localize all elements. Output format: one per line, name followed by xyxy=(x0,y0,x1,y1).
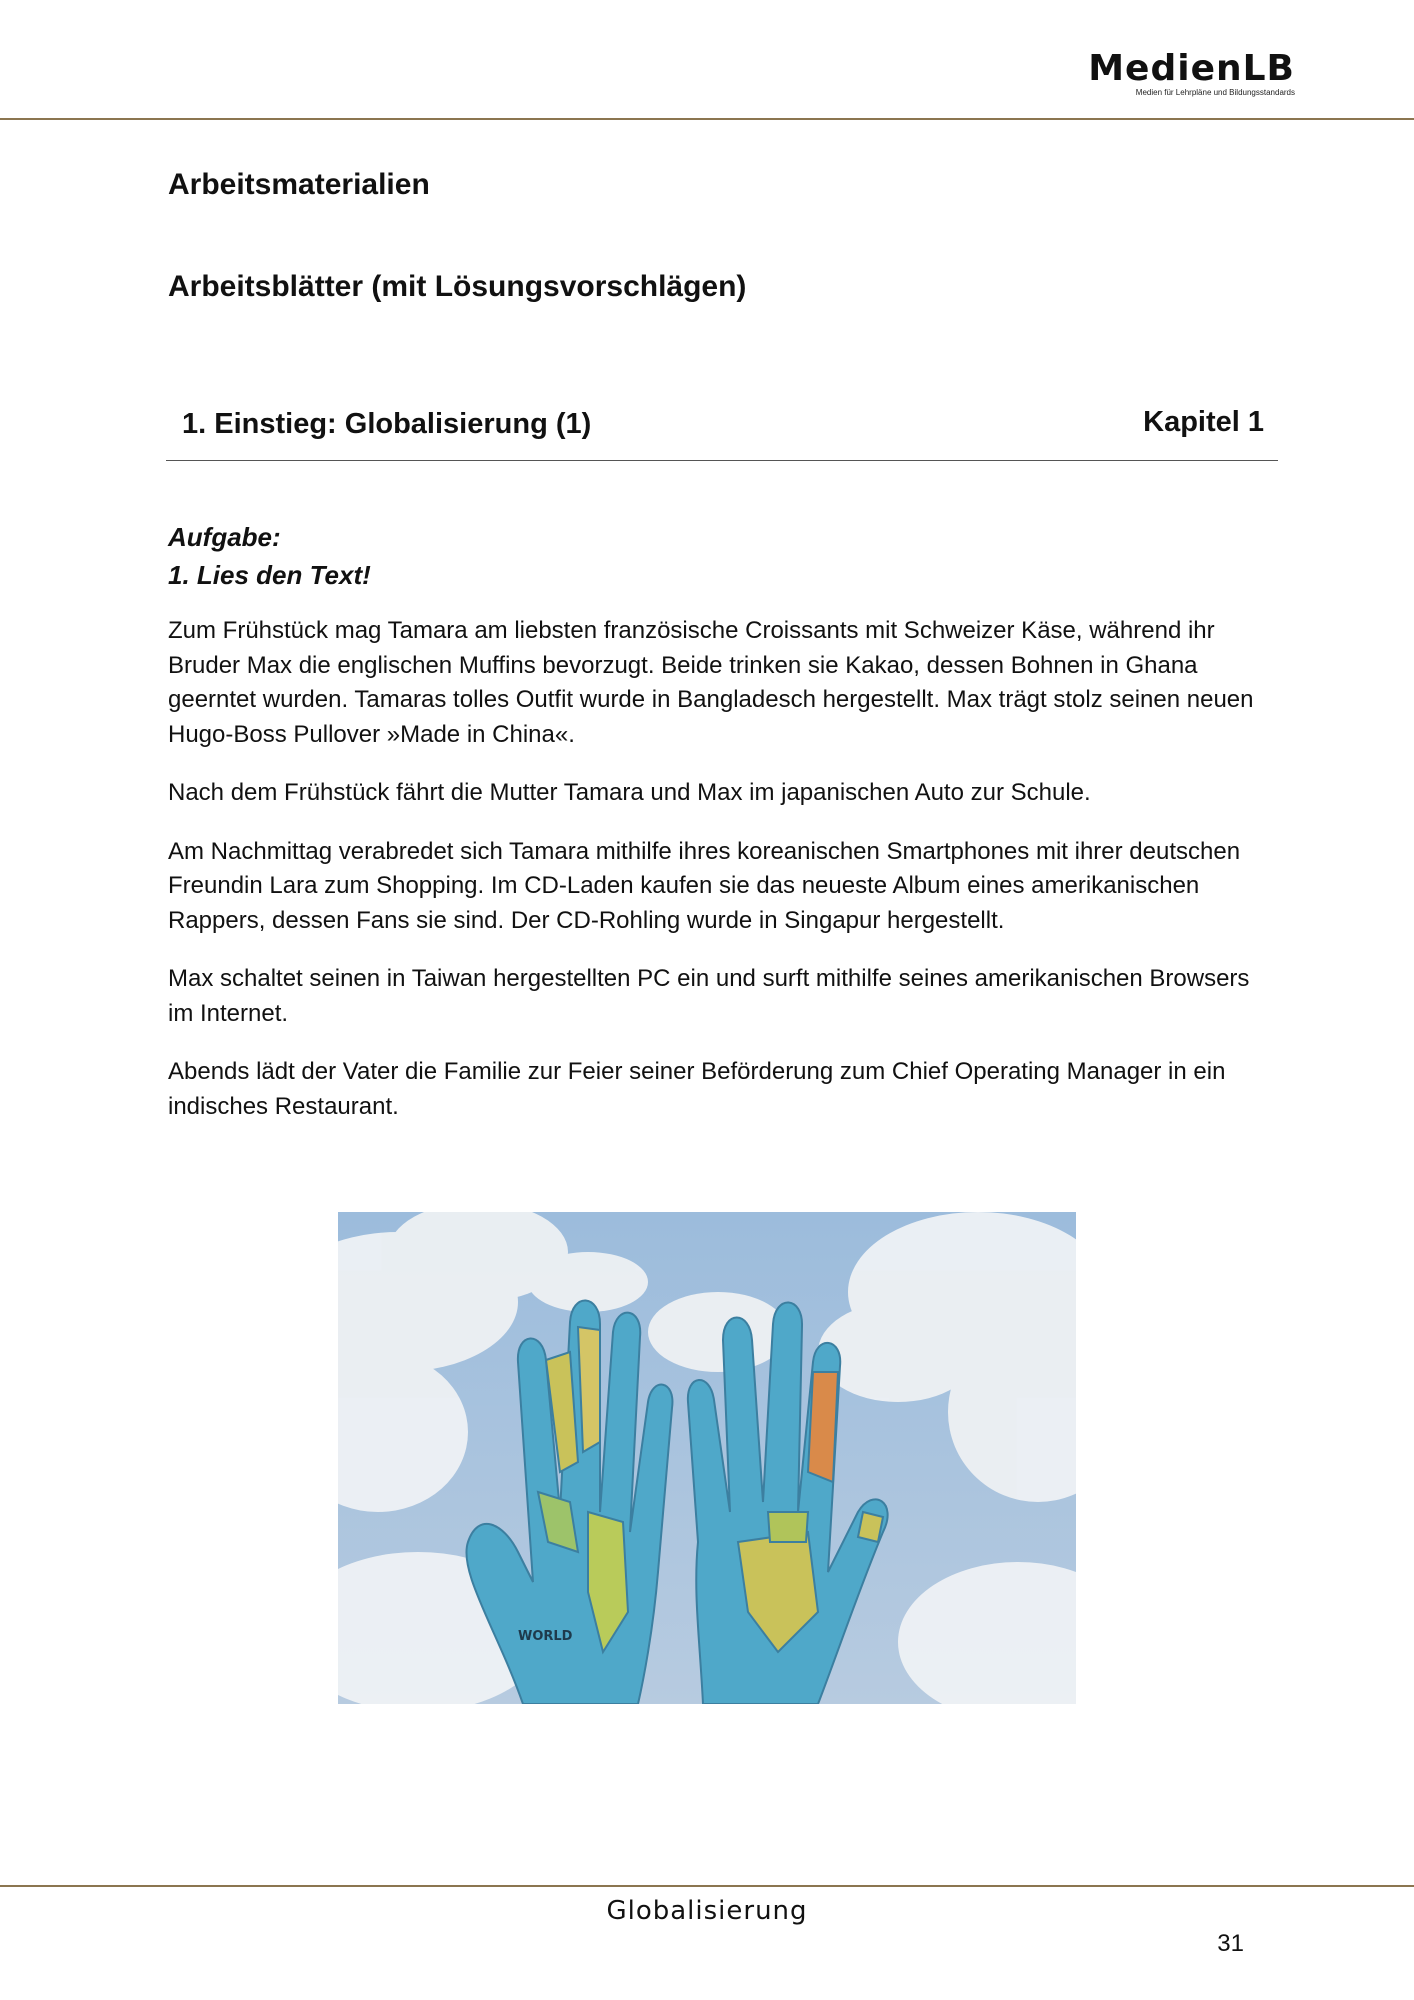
paragraph-afternoon: Am Nachmittag verabredet sich Tamara mithilfe ihres koreanischen Smartphones mit ihrer deutschen Freundin Lara zum Shopping. Im CD-Laden kaufen sie das neueste Album eines amerikanischen Rappers, dessen Fans sie sind. Der CD-Rohling wurde in Singapur hergestellt. xyxy=(168,837,1241,934)
reading-text xyxy=(168,614,1268,1148)
paragraph-school: Nach dem Frühstück fährt die Mutter Tamara und Max im japanischen Auto zur Schule. xyxy=(168,779,1091,806)
footer-divider xyxy=(0,1885,1414,1887)
section-heading-worksheets: Arbeitsblätter (mit Lösungsvorschlägen) xyxy=(168,270,747,303)
footer-title: Globalisierung xyxy=(606,1896,808,1926)
logo-text: MedienLB xyxy=(1088,48,1295,89)
task-block xyxy=(168,518,371,594)
section-heading-materials: Arbeitsmaterialien xyxy=(168,168,430,201)
painted-word: WORLD xyxy=(518,1629,573,1644)
task-label: Aufgabe: xyxy=(168,522,281,552)
world-map-hands-photo xyxy=(338,1212,1076,1704)
paragraph-breakfast: Zum Frühstück mag Tamara am liebsten französische Croissants mit Schweizer Käse, während ihr Bruder Max die englischen Muffins bevorzugt. Beide trinken sie Kakao, dessen Bohnen in Ghana geerntet wurden. Tamaras tolles Outfit wurde in Bangladesch hergestellt. Max trägt stolz seinen neuen Hugo-Boss Pullover »Made in China«. xyxy=(168,617,1254,748)
publisher-logo xyxy=(1088,50,1295,98)
paragraph-evening: Abends lädt der Vater die Familie zur Feier seiner Beförderung zum Chief Operating Manager in ein indisches Restaurant. xyxy=(168,1058,1226,1120)
page-number: 31 xyxy=(1217,1930,1244,1957)
paragraph-computer: Max schaltet seinen in Taiwan hergestellten PC ein und surft mithilfe seines amerikanischen Browsers im Internet. xyxy=(168,965,1250,1027)
chapter-header xyxy=(166,400,1278,461)
chapter-title: 1. Einstieg: Globalisierung (1) xyxy=(182,408,592,440)
logo-tagline: Medien für Lehrpläne und Bildungsstandards xyxy=(1135,88,1295,97)
header-divider xyxy=(0,118,1414,120)
chapter-label: Kapitel 1 xyxy=(1143,406,1264,438)
task-instruction: 1. Lies den Text! xyxy=(168,560,371,590)
